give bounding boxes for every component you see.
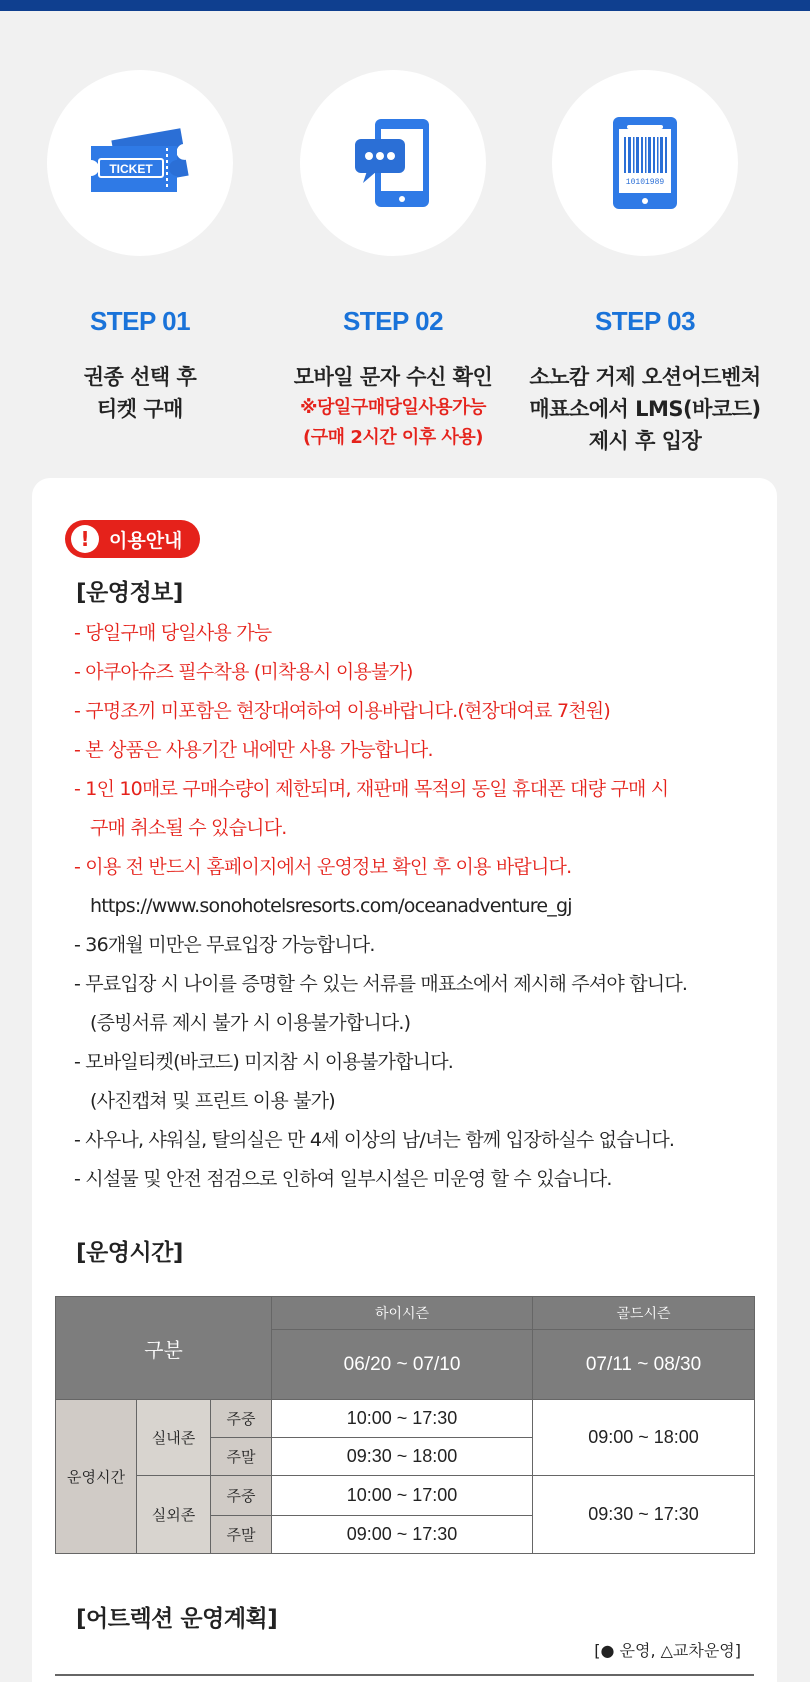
table-cell-indoor-weekday: 10:00 ~ 17:30 [272,1400,533,1438]
info-item: - 1인 10매로 구매수량이 제한되며, 재판매 목적의 동일 휴대폰 대량 구매 시 [74,778,669,800]
table-cell-outdoor-weekend: 09:00 ~ 17:30 [272,1516,533,1554]
step-01-desc-line: 권종 선택 후 [83,365,197,389]
step-03-desc [505,361,785,457]
info-item: (증빙서류 제시 불가 시 이용불가합니다.) [90,1012,411,1034]
info-item: https://www.sonohotelsresorts.com/oceanadventure_gj [90,895,572,917]
mobile-message-icon [345,115,441,211]
step-03-desc-line: 매표소에서 LMS(바코드) [529,397,761,421]
info-item: - 아쿠아슈즈 필수착용 (미착용시 이용불가) [74,661,413,683]
table-weekend: 주말 [211,1516,272,1554]
step-02 [253,70,533,453]
info-item: 구매 취소될 수 있습니다. [90,817,287,839]
barcode-icon-text: 10101989 [625,178,665,187]
top-bar [0,0,810,11]
step-03-desc-line: 소노캄 거제 오션어드벤처 [529,365,761,389]
step-02-label: STEP 02 [342,306,444,336]
step-03 [505,70,785,457]
table-zone-outdoor: 실외존 [137,1476,211,1554]
info-list [74,614,764,1199]
table-zone-indoor: 실내존 [137,1400,211,1476]
table-cell-outdoor-gold: 09:30 ~ 17:30 [533,1476,755,1554]
section-title-attraction: [어트렉션 운영계획] [76,1606,278,1632]
step-02-desc-red-line: (구매 2시간 이후 사용) [303,427,483,448]
exclamation-icon: ! [71,525,99,553]
table-weekday: 주중 [211,1476,272,1516]
table-weekday: 주중 [211,1400,272,1438]
table-header-gold-season: 골드시즌 [533,1297,755,1330]
section-title-info: [운영정보] [76,580,183,606]
table-header-category: 구분 [56,1297,272,1400]
info-item: - 36개월 미만은 무료입장 가능합니다. [74,934,375,956]
ticket-icon-text: TICKET [109,162,153,176]
step-03-circle [552,70,738,256]
notice-badge [65,520,200,558]
legend: [● 운영, △교차운영] [594,1641,741,1660]
step-03-desc-line: 제시 후 입장 [588,429,702,453]
ticket-icon [85,128,195,198]
step-01-label: STEP 01 [89,306,191,336]
info-item: - 사우나, 샤워실, 탈의실은 만 4세 이상의 남/녀는 함께 입장하실수 없습니다. [74,1129,675,1151]
notice-card [32,478,777,1682]
step-01-desc [0,361,280,425]
info-item: - 구명조끼 미포함은 현장대여하여 이용바랍니다.(현장대여료 7천원) [74,700,610,722]
table-header-gold-dates: 07/11 ~ 08/30 [533,1330,755,1400]
table-header-high-dates: 06/20 ~ 07/10 [272,1330,533,1400]
step-02-desc-red-line: ※당일구매당일사용가능 [300,397,486,418]
step-02-desc-red [253,393,533,453]
table-weekend: 주말 [211,1438,272,1476]
notice-badge-label: 이용안내 [109,529,183,552]
info-item: (사진캡쳐 및 프린트 이용 불가) [90,1090,335,1112]
table-row-label: 운영시간 [56,1400,137,1554]
step-02-desc-line: 모바일 문자 수신 확인 [293,365,493,389]
step-02-desc [253,361,533,393]
info-item: - 이용 전 반드시 홈페이지에서 운영정보 확인 후 이용 바랍니다. [74,856,572,878]
info-item: - 무료입장 시 나이를 증명할 수 있는 서류를 매표소에서 제시해 주셔야 합니다. [74,973,688,995]
table-cell-indoor-weekend: 09:30 ~ 18:00 [272,1438,533,1476]
info-item: - 본 상품은 사용기간 내에만 사용 가능합니다. [74,739,433,761]
table-cell-outdoor-weekday: 10:00 ~ 17:00 [272,1476,533,1516]
info-item: - 당일구매 당일사용 가능 [74,622,272,644]
step-01 [0,70,280,425]
attraction-table-top [55,1674,754,1682]
section-title-hours: [운영시간] [76,1240,183,1266]
step-03-label: STEP 03 [594,306,696,336]
step-01-circle [47,70,233,256]
mobile-barcode-icon [605,113,685,213]
info-item: - 모바일티켓(바코드) 미지참 시 이용불가합니다. [74,1051,454,1073]
info-item: - 시설물 및 안전 점검으로 인하여 일부시설은 미운영 할 수 있습니다. [74,1168,612,1190]
hours-table [55,1296,755,1554]
table-cell-indoor-gold: 09:00 ~ 18:00 [533,1400,755,1476]
steps-section [0,70,810,453]
step-01-desc-line: 티켓 구매 [97,397,183,421]
step-02-circle [300,70,486,256]
table-header-high-season: 하이시즌 [272,1297,533,1330]
